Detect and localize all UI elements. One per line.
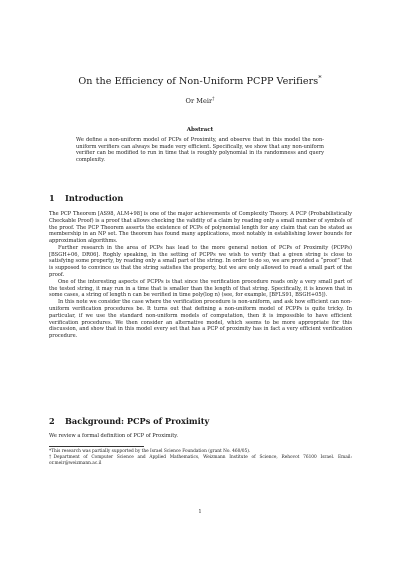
paper-title bbox=[0, 74, 400, 87]
section-2-body bbox=[49, 433, 352, 440]
section-1-title: Introduction bbox=[65, 193, 124, 203]
footnote-1: *This research was partially supported by the Israel Science Foundation (grant No. 460/05). bbox=[49, 449, 251, 454]
paragraph: The PCP Theorem [AS98, ALM+98] is one of the major achievements of Complexity Theory. A PCP (Probabilistically Checkable Proof) is a proof that allows checking the validity of a claim by reading only a small number of symbols of the proof. The PCP Theorem asserts the existence of PCPs of polynomial length for any claim that can be stated as membership in an NP set. The theorem has found many applications, most notably in establishing lower bounds for approximation algorithms. bbox=[49, 211, 352, 245]
section-1-heading bbox=[49, 193, 123, 203]
paragraph: One of the interesting aspects of PCPPs is that since the verification procedure reads only a very small part of the tested string, it may run in a time that is smaller than the length of that string. Specifically, it is known that in some cases, a string of length n can be verified in time poly(log n) (see, for example, [BFLS91, BSGH+05]). bbox=[49, 278, 352, 299]
paragraph: In this note we consider the case where the verification procedure is non-uniform, and ask how efficient can non-uniform verification procedures be. It turns out that defining a non-uniform model of PCPPs is quite tricky. In particular, if we use the standard non-uniform models of computation, then it is impossible to have efficient verification procedures. We then consider an alternative model, which seems to be more appropriate for this discussion, and show that in this model every set that has a PCP of proximity has in fact a very efficient verification procedure. bbox=[49, 299, 352, 340]
author-text: Or Meir bbox=[185, 97, 213, 106]
title-footnote-mark: * bbox=[318, 74, 322, 82]
paragraph: We review a formal definition of PCP of Proximity. bbox=[49, 433, 179, 439]
abstract-heading: Abstract bbox=[186, 127, 214, 133]
section-1-body bbox=[49, 211, 352, 340]
author-footnote-mark: † bbox=[212, 97, 215, 102]
author-name bbox=[0, 97, 400, 105]
paragraph: Further research in the area of PCPs has lead to the more general notion of PCPs of Proximity (PCPPs) [BSGH+06, DR06]. Roghly speaking, in the setting of PCPPs we wish to verify that a given string is close to satisfying some property, by reading only a small part of the string. In order to do so, we are provided a “proof” that is supposed to convince us that the string satisfies the property, but we are only allowed to read a small part of the proof. bbox=[49, 244, 352, 279]
footnote-rule bbox=[49, 446, 144, 447]
page-number: 1 bbox=[198, 509, 202, 515]
section-2-number: 2 bbox=[49, 416, 55, 426]
section-2-title: Background: PCPs of Proximity bbox=[65, 416, 210, 426]
section-1-number: 1 bbox=[49, 193, 55, 203]
footnote-2: †Department of Computer Science and Applied Mathematics, Weizmann Institute of Science, Rehovot 76100 Israel. Email: or.meir@weizmann.ac.il bbox=[49, 455, 352, 466]
title-text: On the Efficiency of Non-Uniform PCPP Verifiers bbox=[78, 76, 319, 88]
section-2-heading bbox=[49, 416, 209, 426]
abstract-text: We define a non-uniform model of PCPs of Proximity, and observe that in this model the non-uniform verifiers can always be made very efficient. Specifically, we show that any non-uniform verifier can be modified to run in time that is roughly polynomial in its randomness and query complexity. bbox=[76, 137, 324, 164]
